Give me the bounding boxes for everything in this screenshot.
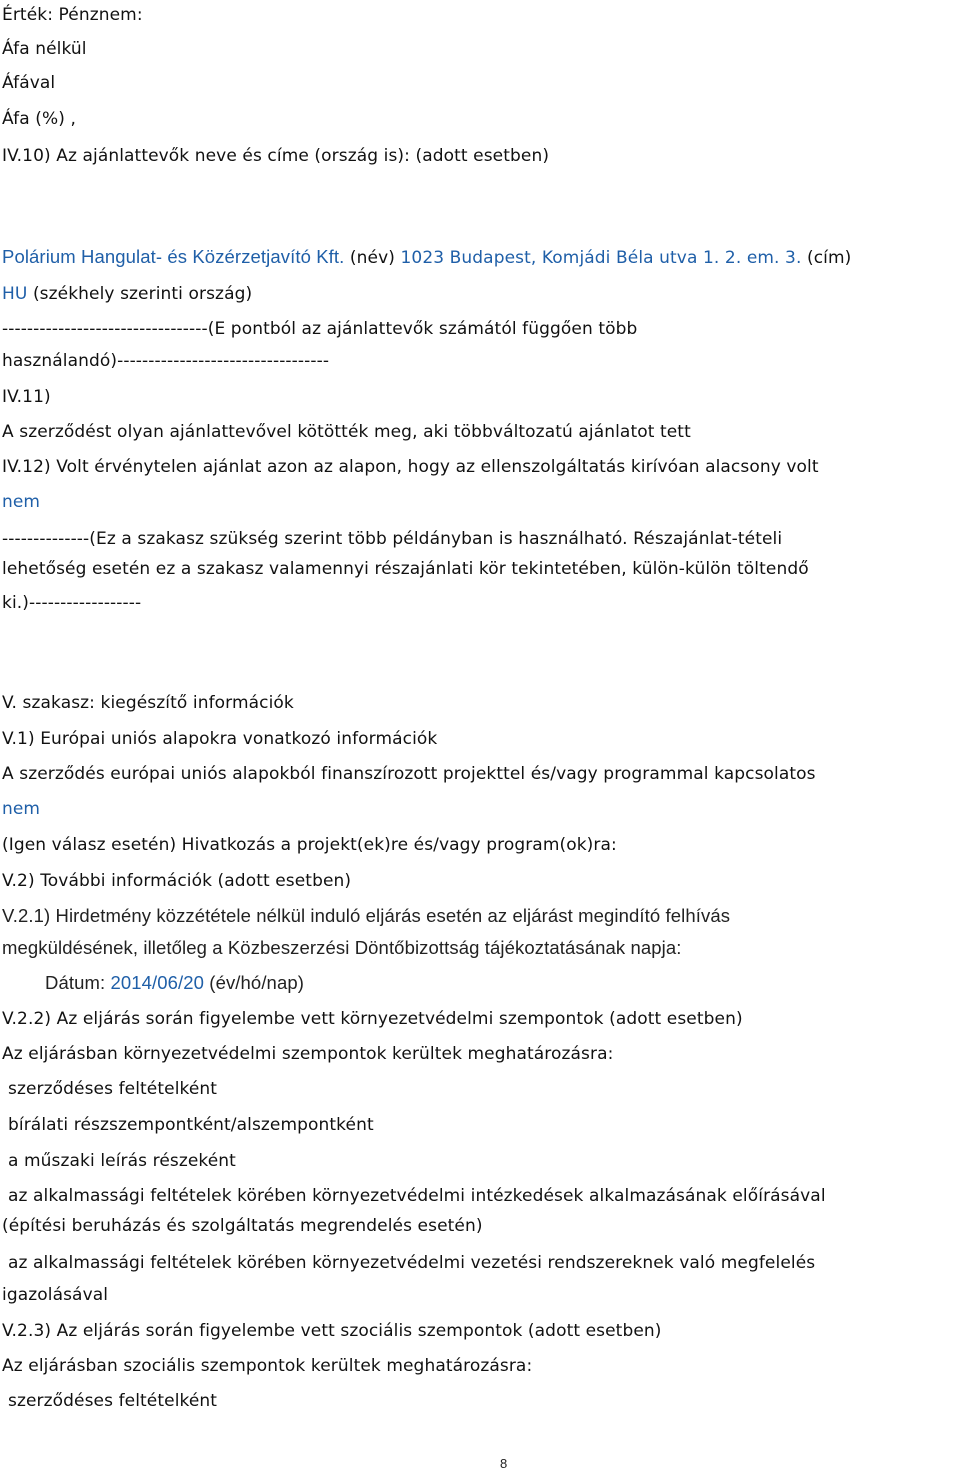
section-iv12-heading: IV.12) Volt érvénytelen ajánlat azon az alapon, hogy az ellenszolgáltatás kirívóan alacsony volt [2, 457, 819, 477]
social-criteria-label: Az eljárásban szociális szempontok kerültek meghatározásra: [2, 1356, 533, 1376]
value-currency-label: Érték: Pénznem: [2, 5, 143, 25]
iv12-answer: nem [2, 492, 41, 512]
without-vat-label: Áfa nélkül [2, 39, 87, 59]
date-line [45, 972, 304, 994]
bidder-name: Polárium Hangulat- és Közérzetjavító Kft. [2, 246, 345, 267]
env-option-management-line-1: az alkalmassági feltételek körében környezetvédelmi vezetési rendszereknek való megfelelés [8, 1253, 816, 1273]
with-vat-label: Áfával [2, 73, 56, 93]
env-option-evaluation: bírálati részszempontként/alszempontként [8, 1115, 374, 1135]
address-tag: (cím) [801, 248, 852, 268]
repeat-note-line-1: ---------------------------------(E pontból az ajánlattevők számától függően több [2, 319, 638, 339]
section-v-heading: V. szakasz: kiegészítő információk [2, 693, 294, 713]
env-option-contract: szerződéses feltételként [8, 1079, 218, 1099]
section-v22-heading: V.2.2) Az eljárás során figyelembe vett környezetvédelmi szempontok (adott esetben) [2, 1009, 743, 1029]
section-iv10-heading: IV.10) Az ajánlattevők neve és címe (ország is): (adott esetben) [2, 146, 550, 166]
section-v21-line-2: megküldésének, illetőleg a Közbeszerzési Döntőbizottság tájékoztatásának napja: [2, 937, 682, 958]
section-v21-line-1: V.2.1) Hirdetmény közzététele nélkül induló eljárás esetén az eljárást megindító felhívás [2, 905, 731, 926]
section-iv11-heading: IV.11) [2, 387, 51, 407]
project-reference-label: (Igen válasz esetén) Hivatkozás a projekt(ek)re és/vagy program(ok)ra: [2, 835, 617, 855]
env-criteria-label: Az eljárásban környezetvédelmi szempontok kerültek meghatározásra: [2, 1044, 614, 1064]
bidder-name-address-line [2, 246, 851, 269]
country-tag: (székhely szerinti ország) [27, 284, 253, 304]
vat-percent-label: Áfa (%) , [2, 109, 76, 129]
section-v2-heading: V.2) További információk (adott esetben) [2, 871, 352, 891]
env-option-management-line-2: igazolásával [2, 1285, 109, 1305]
page-number: 8 [500, 1456, 508, 1471]
section-v23-heading: V.2.3) Az eljárás során figyelembe vett szociális szempontok (adott esetben) [2, 1321, 662, 1341]
name-tag: (név) [344, 248, 401, 268]
env-option-specification: a műszaki leírás részeként [8, 1151, 236, 1171]
repeat-note-line-2: használandó)---------------------------------- [2, 351, 330, 371]
variant-offer-statement: A szerződést olyan ajánlattevővel kötötték meg, aki többváltozatú ajánlatot tett [2, 422, 691, 442]
env-option-measures-line-1: az alkalmassági feltételek körében környezetvédelmi intézkedések alkalmazásának előírásával [8, 1186, 826, 1206]
country-code: HU [2, 284, 28, 304]
eu-funds-answer: nem [2, 799, 41, 819]
section-note-line-2: lehetőség esetén ez a szakasz valamennyi részajánlati kör tekintetében, külön-külön töltendő [2, 559, 809, 579]
date-format: (év/hó/nap) [204, 972, 304, 993]
section-v1-heading: V.1) Európai uniós alapokra vonatkozó információk [2, 729, 438, 749]
date-label: Dátum: [45, 972, 111, 993]
env-option-measures-line-2: (építési beruházás és szolgáltatás megrendelés esetén) [2, 1216, 483, 1236]
section-note-line-1: --------------(Ez a szakasz szükség szerint több példányban is használható. Részajánlat-tételi [2, 529, 783, 549]
section-note-line-3: ki.)------------------ [2, 593, 142, 613]
date-value: 2014/06/20 [110, 972, 205, 993]
bidder-country-line [2, 283, 252, 305]
social-option-contract: szerződéses feltételként [8, 1391, 218, 1411]
eu-funds-question: A szerződés európai uniós alapokból finanszírozott projekttel és/vagy programmal kapcsolatos [2, 764, 816, 784]
bidder-address: 1023 Budapest, Komjádi Béla utva 1. 2. em. 3. [400, 248, 802, 268]
